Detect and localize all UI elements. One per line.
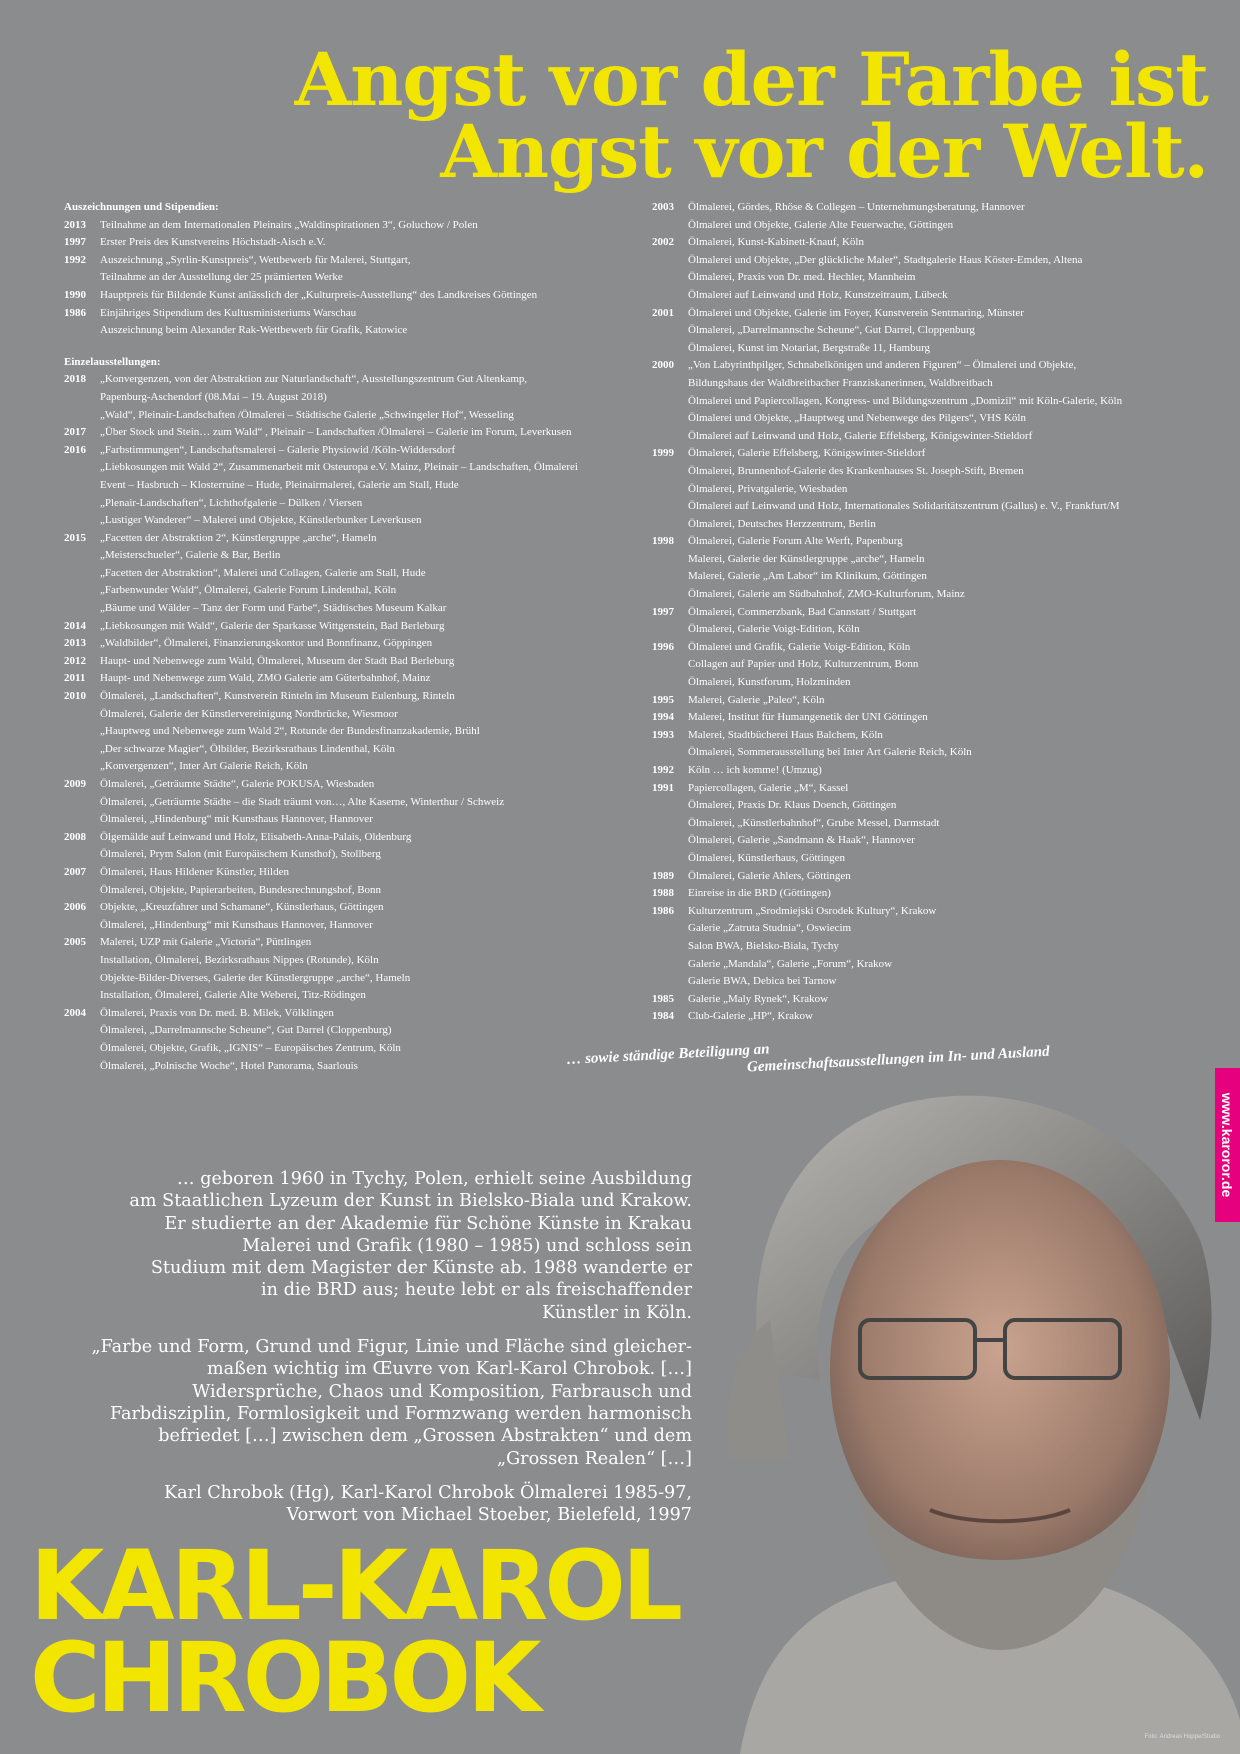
exhibition-entry <box>64 670 644 688</box>
entry-text: „Plenair-Landschaften“, Lichthofgalerie – Dülken / Viersen <box>100 496 363 509</box>
exhibition-column-left <box>64 199 644 1075</box>
awards-title: Auszeichnungen und Stipendien: <box>64 201 219 213</box>
entry-text: Club-Galerie „HP“, Krakow <box>688 1010 813 1023</box>
entry-text: „Der schwarze Magier“, Ölbilder, Bezirksrathaus Lindenthal, Köln <box>100 742 395 755</box>
entry-text: Malerei, Stadtbücherei Haus Balchem, Köln <box>688 728 883 741</box>
bio-line: befriedet […] zwischen dem „Grossen Abstrakten“ und dem <box>158 1426 692 1447</box>
bio-line: Malerei und Grafik (1980 – 1985) und schloss sein <box>242 1235 692 1256</box>
exhibition-entry <box>64 899 644 934</box>
entry-text: Kulturzentrum „Srodmiejski Osrodek Kultury“, Krakow <box>688 904 937 917</box>
exhibition-entry <box>652 199 1192 234</box>
entry-text: Ölmalerei, Galerie Voigt-Edition, Köln <box>688 623 860 636</box>
entry-year: 1999 <box>652 447 674 460</box>
entry-text: Ölmalerei, Galerie Forum Alte Werft, Papenburg <box>688 535 903 548</box>
awards-list <box>64 217 644 340</box>
entry-year: 1998 <box>652 535 674 548</box>
entry-text: Ölmalerei, Künstlerhaus, Göttingen <box>688 851 846 864</box>
entry-text: Galerie „Mandala“, Galerie „Forum“, Krakow <box>688 957 893 970</box>
exhibition-entry <box>652 885 1192 903</box>
artist-portrait <box>700 1040 1240 1754</box>
exhibition-entry <box>652 762 1192 780</box>
entry-text: „Hauptweg und Nebenwege zum Wald 2“, Rotunde der Bundesfinanzakademie, Brühl <box>100 725 480 738</box>
exhibition-entry <box>652 991 1192 1009</box>
entry-year: 1995 <box>652 693 674 706</box>
entry-text: „Wald“, Pleinair-Landschaften /Ölmalerei – Städtische Galerie „Schwingeler Hof“, Wesseling <box>100 408 514 421</box>
exhibition-entry <box>652 533 1192 603</box>
entry-text: Ölmalerei, Commerzbank, Bad Cannstatt / Stuttgart <box>688 605 917 618</box>
exhibition-entry <box>64 530 644 618</box>
photo-credit: Foto: Andreas Hoppe/Studio <box>1144 1734 1220 1740</box>
entry-text: Ölmalerei, Galerie „Sandmann & Haak“, Hannover <box>688 834 915 847</box>
entry-text: Ölmalerei, Objekte, Grafik, „IGNIS“ – Europäisches Zentrum, Köln <box>100 1041 401 1054</box>
entry-text: Salon BWA, Bielsko-Biala, Tychy <box>688 939 839 952</box>
exhibition-entry <box>64 252 644 287</box>
entry-year: 2003 <box>652 201 674 213</box>
entry-text: Collagen auf Papier und Holz, Kulturzentrum, Bonn <box>688 658 919 671</box>
entry-text: Ölmalerei, „Darrelmannsche Scheune“, Gut Darrel, Cloppenburg <box>688 324 975 337</box>
bio-line: „Farbe und Form, Grund und Figur, Linie und Fläche sind gleicher- <box>91 1337 692 1358</box>
bio-line: Vorwort von Michael Stoeber, Bielefeld, 1997 <box>286 1505 692 1526</box>
entry-text: Installation, Ölmalerei, Bezirksrathaus Nippes (Rotunde), Köln <box>100 953 379 966</box>
entry-text: Bildungshaus der Waldbreitbacher Franziskanerinnen, Waldbreitbach <box>688 376 993 389</box>
entry-text: Ölmalerei, Galerie am Südbahnhof, ZMO-Kulturforum, Mainz <box>688 588 965 601</box>
entry-year: 1997 <box>652 605 674 618</box>
entry-text: Ölmalerei, Kunst im Notariat, Bergstraße 11, Hamburg <box>688 341 931 354</box>
entry-text: „Meisterschueler“, Galerie & Bar, Berlin <box>100 549 281 562</box>
headline <box>208 37 1208 195</box>
entry-year: 1989 <box>652 869 674 882</box>
entry-year: 1986 <box>64 306 86 319</box>
entry-year: 2013 <box>64 637 86 650</box>
bio-line: Künstler in Köln. <box>542 1302 692 1323</box>
bio-line: am Staatlichen Lyzeum der Kunst in Bielsko-Biala und Krakow. <box>129 1191 692 1212</box>
entry-text: Teilnahme an der Ausstellung der 25 prämierten Werke <box>100 271 343 284</box>
entry-text: Köln … ich komme! (Umzug) <box>688 764 822 776</box>
entry-text: „Von Labyrinthpilger, Schnabelkönigen und anderen Figuren“ – Ölmalerei und Objekte, <box>688 359 1077 372</box>
entry-text: Ölmalerei, Galerie Effelsberg, Königswinter-Stieldorf <box>688 447 926 460</box>
solo-list-right <box>652 199 1192 1026</box>
entry-text: Ölmalerei auf Leinwand und Holz, Internationales Solidaritätszentrum (Gallus) e. V., Frankfurt/M <box>688 500 1120 513</box>
entry-year: 1986 <box>652 904 674 917</box>
bio-source <box>48 1482 692 1527</box>
entry-year: 2016 <box>64 443 86 456</box>
entry-text: Einreise in die BRD (Göttingen) <box>688 887 831 900</box>
entry-text: „Facetten der Abstraktion“, Malerei und Collagen, Galerie am Stall, Hude <box>100 566 426 579</box>
exhibition-entry <box>652 727 1192 762</box>
entry-text: Objekte, „Kreuzfahrer und Schamane“, Künstlerhaus, Göttingen <box>100 901 384 914</box>
entry-text: Ölmalerei, Gördes, Rhöse & Collegen – Unternehmungsberatung, Hannover <box>688 201 1025 213</box>
bio-line: „Grossen Realen“ […] <box>497 1448 692 1469</box>
entry-year: 2015 <box>64 531 86 544</box>
group-exhibitions-note-line-1: … sowie ständige Beteiligung an <box>566 1041 770 1068</box>
bio-line: Farbdisziplin, Formlosigkeit und Formzwang werden harmonisch <box>109 1403 692 1424</box>
group-exhibitions-note-line-2: Gemeinschaftsausstellungen im In- und Ausland <box>746 1043 1050 1076</box>
entry-text: Hauptpreis für Bildende Kunst anlässlich der „Kulturpreis-Ausstellung“ des Landkreises Göttingen <box>100 288 538 301</box>
entry-text: „Farbstimmungen“, Landschaftsmalerei – Galerie Physiowid /Köln-Widdersdorf <box>100 443 456 456</box>
entry-text: Haupt- und Nebenwege zum Wald, ZMO Galerie am Güterbahnhof, Mainz <box>100 672 431 685</box>
entry-year: 2017 <box>64 426 86 439</box>
exhibition-entry <box>64 305 644 340</box>
entry-text: Ölmalerei, Haus Hildener Künstler, Hilden <box>100 865 289 878</box>
exhibition-entry <box>64 688 644 776</box>
entry-year: 1991 <box>652 781 674 794</box>
entry-text: Malerei, Galerie „Am Labor“ im Klinikum, Göttingen <box>688 570 927 583</box>
exhibition-entry <box>64 424 644 442</box>
entry-year: 1992 <box>64 253 86 266</box>
entry-text: Ölmalerei, Deutsches Herzzentrum, Berlin <box>688 517 876 530</box>
entry-year: 2002 <box>652 236 674 249</box>
entry-year: 2011 <box>64 672 86 685</box>
artist-biography <box>48 1168 692 1538</box>
exhibition-entry <box>652 692 1192 710</box>
bio-line: Er studierte an der Akademie für Schöne Künste in Krakau <box>164 1213 692 1234</box>
entry-text: Ölmalerei und Objekte, „Der glückliche Maler“, Stadtgalerie Haus Köster-Emden, Altena <box>688 253 1083 266</box>
exhibition-entry <box>652 305 1192 358</box>
entry-text: Ölmalerei, „Geträumte Städte – die Stadt träumt von…, Alte Kaserne, Winterthur / Schweiz <box>100 795 505 808</box>
entry-text: Installation, Ölmalerei, Galerie Alte Weberei, Titz-Rödingen <box>100 989 366 1002</box>
entry-text: Galerie „Zatruta Studnia“, Oswiecim <box>688 922 852 935</box>
entry-text: Ölmalerei und Objekte, „Hauptweg und Nebenwege des Pilgers“, VHS Köln <box>688 412 1026 425</box>
artist-name-line-1: KARL-KAROL <box>30 1530 680 1642</box>
entry-text: Ölmalerei, „Hindenburg“ mit Kunsthaus Hannover, Hannover <box>100 813 373 826</box>
entry-text: Galerie BWA, Debica bei Tarnow <box>688 975 837 988</box>
exhibition-entry <box>64 635 644 653</box>
exhibition-entry <box>64 1005 644 1075</box>
solo-list-left <box>64 371 644 1075</box>
entry-text: Papenburg-Aschendorf (08.Mai – 19. August 2018) <box>100 390 327 403</box>
entry-text: Ölmalerei, Brunnenhof-Galerie des Krankenhauses St. Joseph-Stift, Bremen <box>688 464 1024 477</box>
entry-text: Papiercollagen, Galerie „M“, Kassel <box>688 781 849 794</box>
entry-text: „Liebkosungen mit Wald“, Galerie der Sparkasse Wittgenstein, Bad Berleburg <box>100 619 445 632</box>
entry-text: Ölmalerei, „Künstlerbahnhof“, Grube Messel, Darmstadt <box>688 816 940 829</box>
entry-text: Ölmalerei, Prym Salon (mit Europäischem Kunsthof), Stollberg <box>100 848 381 861</box>
entry-year: 2018 <box>64 373 86 386</box>
entry-text: „Konvergenzen, von der Abstraktion zur Naturlandschaft“, Ausstellungszentrum Gut Altenkamp, <box>100 373 528 386</box>
exhibition-entry <box>652 445 1192 533</box>
entry-text: Malerei, Institut für Humangenetik der UNI Göttingen <box>688 711 928 724</box>
entry-text: Erster Preis des Kunstvereins Höchstadt-Aisch e.V. <box>100 236 326 249</box>
entry-year: 1992 <box>652 764 674 776</box>
entry-text: Ölmalerei, „Landschaften“, Kunstverein Rinteln im Museum Eulenburg, Rinteln <box>100 690 455 703</box>
entry-year: 1994 <box>652 711 674 724</box>
artist-name <box>30 1530 680 1734</box>
exhibition-entry <box>64 829 644 864</box>
entry-text: Ölmalerei, „Hindenburg“ mit Kunsthaus Hannover, Hannover <box>100 918 373 931</box>
entry-text: Ölgemälde auf Leinwand und Holz, Elisabeth-Anna-Palais, Oldenburg <box>100 830 412 843</box>
entry-text: „Bäume und Wälder – Tanz der Form und Farbe“, Städtisches Museum Kalkar <box>100 602 447 615</box>
exhibition-entry <box>64 287 644 305</box>
bio-line: Widersprüche, Chaos und Komposition, Farbrausch und <box>192 1381 692 1402</box>
entry-year: 2001 <box>652 306 674 319</box>
bio-line: … geboren 1960 in Tychy, Polen, erhielt seine Ausbildung <box>177 1169 692 1189</box>
bio-paragraph <box>48 1168 692 1324</box>
entry-text: Ölmalerei, Galerie Ahlers, Göttingen <box>688 869 851 882</box>
entry-year: 2010 <box>64 690 86 703</box>
entry-text: Haupt- und Nebenwege zum Wald, Ölmalerei, Museum der Stadt Bad Berleburg <box>100 654 455 667</box>
entry-year: 1997 <box>64 236 86 249</box>
entry-year: 1996 <box>652 640 674 653</box>
entry-text: „Farbenwunder Wald“, Ölmalerei, Galerie Forum Lindenthal, Köln <box>100 584 397 597</box>
exhibition-entry <box>652 903 1192 991</box>
headline-line-1: Angst vor der Farbe ist <box>294 37 1208 123</box>
entry-text: Ölmalerei, Praxis Dr. Klaus Doench, Göttingen <box>688 799 897 812</box>
exhibition-entry <box>64 934 644 1004</box>
entry-text: Ölmalerei und Objekte, Galerie Alte Feuerwache, Göttingen <box>688 218 954 231</box>
entry-year: 2007 <box>64 865 86 878</box>
exhibition-entry <box>652 780 1192 868</box>
exhibition-entry <box>652 709 1192 727</box>
entry-text: Objekte-Bilder-Diverses, Galerie der Künstlergruppe „arche“, Hameln <box>100 971 411 984</box>
entry-year: 2005 <box>64 936 86 949</box>
entry-text: Ölmalerei, Praxis von Dr. med. B. Milek, Völklingen <box>100 1006 334 1019</box>
entry-year: 2000 <box>652 359 674 372</box>
entry-text: Teilnahme an dem Internationalen Pleinairs „Waldinspirationen 3“, Goluchow / Polen <box>100 218 478 231</box>
entry-text: Event – Hasbruch – Klosterruine – Hude, Pleinairmalerei, Galerie am Stall, Hude <box>100 478 459 491</box>
entry-text: Ölmalerei und Papiercollagen, Kongress- und Bildungszentrum „Domizil“ mit Köln-Galerie, Köln <box>688 394 1123 407</box>
exhibition-entry <box>64 864 644 899</box>
entry-year: 2008 <box>64 830 86 843</box>
bio-line: maßen wichtig im Œuvre von Karl-Karol Chrobok. […] <box>206 1359 692 1380</box>
entry-text: Ölmalerei, Kunstforum, Holzminden <box>688 676 851 689</box>
artist-name-line-2: CHROBOK <box>30 1622 538 1734</box>
entry-text: Ölmalerei, „Polnische Woche“, Hotel Panorama, Saarlouis <box>100 1059 358 1072</box>
exhibition-entry <box>64 776 644 829</box>
bio-line: Karl Chrobok (Hg), Karl-Karol Chrobok Ölmalerei 1985-97, <box>163 1482 692 1503</box>
entry-year: 2012 <box>64 654 86 667</box>
entry-text: Einjähriges Stipendium des Kultusministeriums Warschau <box>100 306 357 319</box>
bio-line: Studium mit dem Magister der Künste ab. 1988 wanderte er <box>150 1258 692 1279</box>
exhibition-entry <box>652 357 1192 445</box>
entry-year: 1985 <box>652 992 674 1005</box>
entry-text: Ölmalerei, Objekte, Papierarbeiten, Bundesrechnungshof, Bonn <box>100 883 382 896</box>
exhibition-entry <box>652 234 1192 304</box>
entry-text: „Konvergenzen“, Inter Art Galerie Reich, Köln <box>100 760 308 773</box>
entry-text: Ölmalerei und Grafik, Galerie Voigt-Edition, Köln <box>688 640 911 653</box>
entry-year: 1990 <box>64 288 86 301</box>
entry-year: 1993 <box>652 728 674 741</box>
entry-text: Auszeichnung „Syrlin-Kunstpreis“, Wettbewerb für Malerei, Stuttgart, <box>100 253 411 266</box>
entry-text: Malerei, Galerie „Paleo“, Köln <box>688 693 825 706</box>
entry-text: Ölmalerei auf Leinwand und Holz, Galerie Effelsberg, Königswinter-Stieldorf <box>688 429 1033 442</box>
website-url[interactable]: www.karoror.de <box>1219 1092 1235 1198</box>
exhibition-entry <box>652 868 1192 886</box>
entry-text: Ölmalerei, „Geträumte Städte“, Galerie POKUSA, Wiesbaden <box>100 778 375 790</box>
exhibition-entry <box>64 234 644 252</box>
exhibition-column-right <box>652 199 1192 1026</box>
entry-text: Galerie „Maly Rynek“, Krakow <box>688 992 829 1005</box>
entry-year: 2009 <box>64 778 86 790</box>
entry-text: „Liebkosungen mit Wald 2“, Zusammenarbeit mit Osteuropa e.V. Mainz, Pleinair – Landschaften, Ölmalerei <box>100 461 578 474</box>
bio-quote <box>48 1336 692 1470</box>
headline-line-2: Angst vor der Welt. <box>440 109 1208 195</box>
entry-year: 1988 <box>652 887 674 900</box>
exhibition-entry <box>64 217 644 235</box>
entry-year: 1984 <box>652 1010 674 1023</box>
entry-text: „Waldbilder“, Ölmalerei, Finanzierungskontor und Bonnfinanz, Göppingen <box>100 637 433 650</box>
exhibition-entry <box>64 618 644 636</box>
exhibition-entry <box>652 639 1192 692</box>
entry-text: Ölmalerei, Praxis von Dr. med. Hechler, Mannheim <box>688 271 916 284</box>
entry-year: 2013 <box>64 218 86 231</box>
entry-text: Ölmalerei auf Leinwand und Holz, Kunstzeitraum, Lübeck <box>688 288 948 301</box>
entry-text: Ölmalerei, Sommerausstellung bei Inter Art Galerie Reich, Köln <box>688 746 972 759</box>
entry-text: „Facetten der Abstraktion 2“, Künstlergruppe „arche“, Hameln <box>100 531 377 544</box>
entry-text: Ölmalerei, Galerie der Künstlervereinigung Nordbrücke, Wiesmoor <box>100 707 398 720</box>
entry-text: Ölmalerei und Objekte, Galerie im Foyer, Kunstverein Sentmaring, Münster <box>688 306 1024 319</box>
exhibition-entry <box>64 371 644 424</box>
entry-text: Ölmalerei, „Darrelmannsche Scheune“, Gut Darrel (Cloppenburg) <box>100 1024 392 1037</box>
entry-text: Auszeichnung beim Alexander Rak-Wettbewerb für Grafik, Katowice <box>100 324 408 337</box>
bio-line: in die BRD aus; heute lebt er als freischaffender <box>261 1280 692 1301</box>
entry-year: 2006 <box>64 901 86 914</box>
solo-exhibitions-title: Einzelausstellungen: <box>64 355 161 368</box>
entry-text: „Über Stock und Stein… zum Wald“ , Pleinair – Landschaften /Ölmalerei – Galerie im Forum, Leverkusen <box>100 426 572 439</box>
entry-text: Ölmalerei, Kunst-Kabinett-Knauf, Köln <box>688 236 864 249</box>
entry-text: Malerei, UZP mit Galerie „Victoria“, Püttlingen <box>100 936 312 949</box>
exhibition-entry <box>64 442 644 530</box>
entry-year: 2014 <box>64 619 86 632</box>
entry-text: Ölmalerei, Privatgalerie, Wiesbaden <box>688 482 848 495</box>
exhibition-entry <box>652 604 1192 639</box>
entry-text: „Lustiger Wanderer“ – Malerei und Objekte, Künstlerbunker Leverkusen <box>100 514 422 527</box>
exhibition-entry <box>64 653 644 671</box>
entry-year: 2004 <box>64 1006 86 1019</box>
entry-text: Malerei, Galerie der Künstlergruppe „arche“, Hameln <box>688 552 925 565</box>
